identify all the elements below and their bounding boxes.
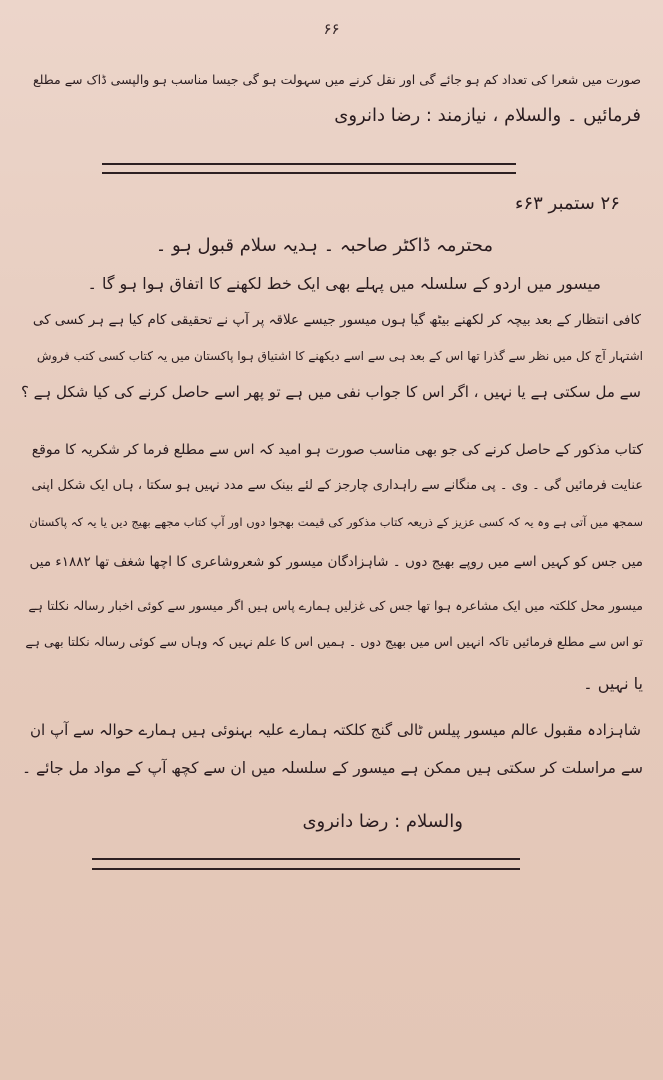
- letter-closing: والسلام : رضا دانروی: [302, 811, 463, 832]
- separator-rule-top: [102, 172, 516, 174]
- letter-body-line: کافی انتظار کے بعد بیچہ کر لکھنے بیٹھ گیا ہوں میسور جیسے علاقہ پر آپ نے تحقیقی کام کیا ہے ہر کسی کی: [32, 312, 641, 328]
- letter-body-line: شاہزادہ مقبول عالم میسور پیلس ٹالی گنج کلکتہ ہمارے علیہ بہنوئی ہیں ہمارے حوالہ سے آپ ان: [30, 721, 641, 739]
- letter-body-line: کتاب مذکور کے حاصل کرنے کی جو بھی مناسب صورت ہو امید کہ اس سے مطلع فرما کر شکریہ کا موقع: [31, 442, 643, 458]
- letter-body-line: سمجھ میں آتی ہے وہ یہ کہ کسی عزیز کے ذریعہ کتاب مذکور کی قیمت بھجوا دوں اور آپ کتاب مجھے بھیج دیں یا یہ کہ پاکستان: [29, 515, 643, 529]
- separator-rule-bottom: [92, 858, 520, 860]
- salutation: محترمہ ڈاکٹر صاحبہ ۔ ہدیہ سلام قبول ہو ۔: [155, 235, 493, 256]
- letter-body-line: میسور میں اردو کے سلسلہ میں پہلے بھی ایک خط لکھنے کا اتفاق ہوا ہو گا ۔: [87, 274, 601, 293]
- letter-body-line: سے مل سکتی ہے یا نہیں ، اگر اس کا جواب نفی میں ہے تو پھر اسے حاصل کرنے کی کیا شکل ہے ؟: [20, 383, 641, 401]
- separator-rule-bottom: [92, 868, 520, 870]
- letter1-closing-line: فرمائیں ۔ والسلام ، نیازمند : رضا دانروی: [334, 105, 641, 126]
- letter-body-line: یا نہیں ۔: [583, 674, 643, 693]
- separator-rule-top: [102, 163, 516, 165]
- letter-body-line: میں جس کو کہیں اسے میں روپے بھیج دوں ۔ شاہزادگان میسور کو شعروشاعری کا اچھا شغف تھا ۱۸۸۲ء میں: [29, 554, 643, 570]
- letter1-line: صورت میں شعرا کی تعداد کم ہو جائے گی اور نقل کرنے میں سہولت ہو گی جیسا مناسب ہو والپسی ڈاک سے مطلع: [32, 72, 641, 87]
- letter-body-line: عنایت فرمائیں گی ۔ وی ۔ پی منگانے سے راہداری چارجز کے لئے بینک سے مدد نہیں ہو سکتا ، ہاں ایک شکل اپنی: [31, 478, 643, 493]
- letter-body-line: میسور محل کلکتہ میں ایک مشاعرہ ہوا تھا جس کی غزلیں ہمارے پاس ہیں اگر میسور سے کوئی اخبار رسالہ نکلتا ہے: [28, 598, 643, 613]
- letter-body-line: سے مراسلت کر سکتی ہیں ممکن ہے میسور کے سلسلہ میں ان سے کچھ آپ کے مواد مل جائے ۔: [22, 759, 643, 777]
- letter-body-line: تو اس سے مطلع فرمائیں تاکہ انہیں اس میں بھیج دوں ۔ ہمیں اس کا علم نہیں کہ وہاں سے کوئی رسالہ نکلتا بھی ہے: [25, 634, 643, 649]
- page-number: ۶۶: [323, 20, 340, 38]
- letter-date: ۲۶ ستمبر ۶۳ء: [515, 193, 620, 214]
- letter-body-line: اشتہار آج کل میں نظر سے گذرا تھا اس کے بعد ہی سے اسے دیکھنے کا اشتیاق ہوا پاکستان میں یہ کتاب کسی کتب فروش: [36, 349, 643, 363]
